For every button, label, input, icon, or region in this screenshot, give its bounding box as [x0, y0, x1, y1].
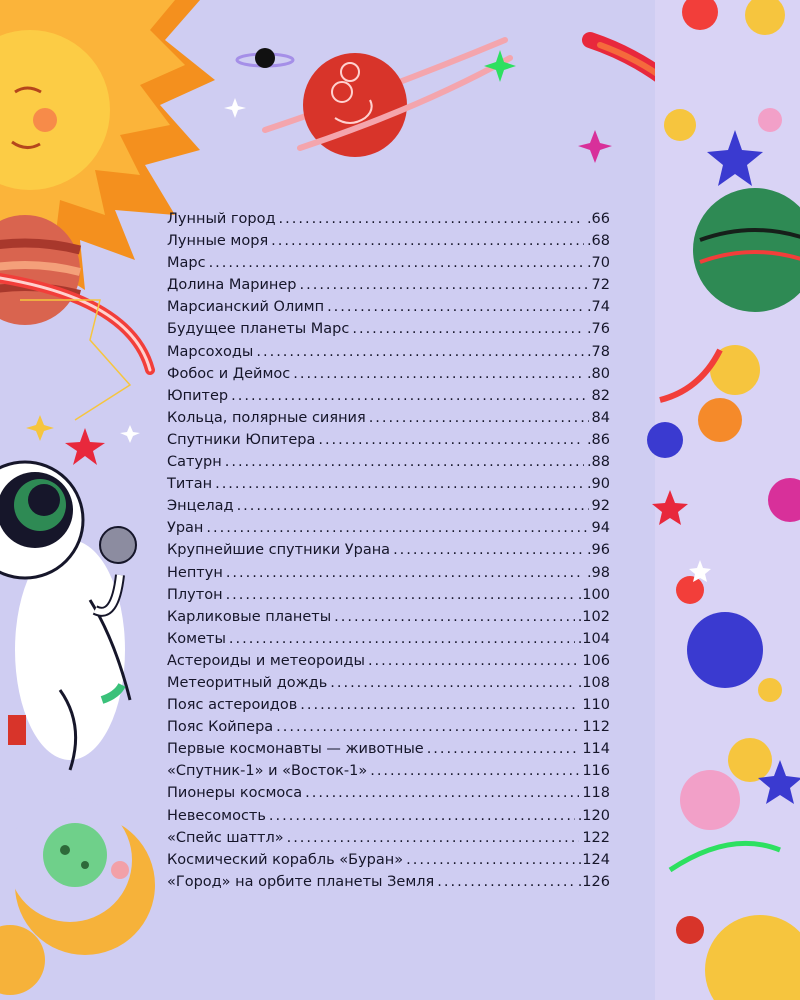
toc-entry — [167, 211, 610, 233]
toc-entry-title: Юпитер — [167, 387, 229, 404]
toc-entry-page: 118 — [582, 785, 610, 802]
mars-planet-icon — [265, 40, 510, 157]
toc-entry-page: .80 — [586, 365, 610, 382]
toc-entry — [167, 388, 610, 410]
toc-entry — [167, 233, 610, 255]
toc-entry — [167, 587, 610, 609]
toc-entry-title: Лунные моря — [167, 233, 269, 250]
toc-entry-title: Марс — [167, 255, 206, 272]
toc-entry — [167, 542, 610, 564]
toc-entry-page: .68 — [586, 233, 610, 250]
toc-entry-page: 82 — [591, 387, 610, 404]
table-of-contents — [167, 211, 610, 896]
toc-entry-title: Крупнейшие спутники Урана — [167, 542, 391, 559]
star-icon — [224, 50, 612, 163]
toc-leader-dots — [406, 852, 575, 868]
toc-entry-title: Спутники Юпитера — [167, 431, 316, 448]
toc-leader-dots — [269, 808, 575, 824]
toc-entry-title: «Город» на орбите планеты Земля — [167, 873, 435, 890]
toc-leader-dots — [305, 785, 579, 801]
toc-entry-page: .78 — [586, 343, 610, 360]
toc-leader-dots — [370, 763, 579, 779]
toc-entry-page: 94 — [591, 520, 610, 537]
toc-entry — [167, 299, 610, 321]
toc-entry-page: 84 — [591, 409, 610, 426]
toc-entry-page: .88 — [586, 454, 610, 471]
toc-entry-title: Пионеры космоса — [167, 785, 303, 802]
toc-leader-dots — [271, 233, 584, 249]
toc-entry-page: .70 — [586, 255, 610, 272]
toc-leader-dots — [229, 631, 575, 647]
toc-entry-page: 106 — [582, 652, 610, 669]
toc-entry-page: 114 — [582, 741, 610, 758]
toc-entry-title: «Спейс шаттл» — [167, 829, 284, 846]
toc-entry — [167, 830, 610, 852]
toc-leader-dots — [437, 874, 574, 890]
toc-entry — [167, 432, 610, 454]
toc-leader-dots — [368, 653, 579, 669]
toc-entry-title: Сатурн — [167, 454, 222, 471]
toc-entry — [167, 763, 610, 785]
toc-entry-title: Марсоходы — [167, 343, 254, 360]
toc-entry — [167, 808, 610, 830]
toc-leader-dots — [287, 830, 580, 846]
toc-entry-title: Невесомость — [167, 807, 266, 824]
toc-entry-page: .126 — [577, 873, 610, 890]
toc-entry — [167, 277, 610, 299]
toc-entry-page: .124 — [577, 851, 610, 868]
toc-entry — [167, 498, 610, 520]
toc-entry-page: 92 — [591, 498, 610, 515]
toc-entry-title: Уран — [167, 520, 204, 537]
toc-entry-page: .98 — [586, 564, 610, 581]
toc-entry-page: .86 — [586, 431, 610, 448]
toc-entry-page: .96 — [586, 542, 610, 559]
toc-entry-page: .104 — [577, 630, 610, 647]
toc-entry-page: .76 — [586, 321, 610, 338]
toc-entry — [167, 719, 610, 741]
toc-entry — [167, 410, 610, 432]
toc-leader-dots — [279, 211, 584, 227]
toc-entry-page: 122 — [582, 829, 610, 846]
toc-leader-dots — [226, 587, 575, 603]
toc-entry-title: Кометы — [167, 630, 226, 647]
toc-leader-dots — [206, 520, 588, 536]
astronaut-icon — [0, 462, 136, 770]
toc-entry-title: Карликовые планеты — [167, 608, 332, 625]
toc-entry-page: .108 — [577, 674, 610, 691]
toc-entry-title: Долина Маринер — [167, 277, 297, 294]
toc-entry-page: .66 — [586, 211, 610, 227]
toc-entry-title: «Спутник-1» и «Восток-1» — [167, 763, 368, 780]
toc-entry — [167, 697, 610, 719]
toc-entry-title: Метеоритный дождь — [167, 674, 328, 691]
toc-entry-title: Первые космонавты — животные — [167, 741, 424, 758]
toc-entry-title: Пояс Койпера — [167, 719, 274, 736]
toc-entry-title: Астероиды и метеороиды — [167, 652, 365, 669]
toc-leader-dots — [225, 454, 584, 470]
toc-leader-dots — [330, 675, 574, 691]
toc-entry-title: Пояс астероидов — [167, 697, 298, 714]
toc-leader-dots — [334, 609, 575, 625]
toc-leader-dots — [215, 476, 584, 492]
toc-leader-dots — [237, 498, 589, 514]
toc-leader-dots — [276, 719, 579, 735]
toc-entry-title: Будущее планеты Марс — [167, 321, 350, 338]
toc-entry-title: Марсианский Олимп — [167, 299, 325, 316]
toc-entry — [167, 454, 610, 476]
toc-leader-dots — [327, 299, 584, 315]
toc-leader-dots — [300, 697, 579, 713]
toc-entry — [167, 366, 610, 388]
toc-leader-dots — [231, 388, 588, 404]
toc-leader-dots — [256, 344, 584, 360]
toc-entry-title: Нептун — [167, 564, 223, 581]
toc-entry-title: Энцелад — [167, 498, 234, 515]
toc-entry-title: Лунный город — [167, 211, 276, 227]
toc-leader-dots — [318, 432, 584, 448]
toc-entry — [167, 852, 610, 874]
toc-leader-dots — [369, 410, 589, 426]
toc-entry — [167, 520, 610, 542]
toc-leader-dots — [393, 542, 584, 558]
toc-entry — [167, 255, 610, 277]
toc-entry-page: .120 — [577, 807, 610, 824]
toc-entry-page: .100 — [577, 586, 610, 603]
toc-entry — [167, 741, 610, 763]
toc-entry — [167, 321, 610, 343]
toc-leader-dots — [226, 565, 584, 581]
toc-entry — [167, 653, 610, 675]
crescent-moon-icon — [0, 798, 155, 995]
toc-entry-title: Титан — [167, 476, 213, 493]
toc-leader-dots — [300, 277, 589, 293]
toc-entry — [167, 609, 610, 631]
toc-entry — [167, 785, 610, 807]
toc-entry-page: 116 — [582, 763, 610, 780]
toc-entry — [167, 675, 610, 697]
toc-entry-page: .74 — [586, 299, 610, 316]
toc-entry-title: Космический корабль «Буран» — [167, 851, 404, 868]
toc-entry — [167, 631, 610, 653]
toc-entry — [167, 344, 610, 366]
star-icon — [26, 415, 140, 465]
toc-entry-page: .102 — [577, 608, 610, 625]
toc-leader-dots — [293, 366, 584, 382]
toc-entry-page: 72 — [591, 277, 610, 294]
toc-entry — [167, 565, 610, 587]
toc-entry-title: Плутон — [167, 586, 223, 603]
toc-entry-page: 110 — [582, 697, 610, 714]
toc-entry — [167, 874, 610, 896]
toc-entry-page: 112 — [582, 719, 610, 736]
toc-entry-title: Фобос и Деймос — [167, 365, 291, 382]
toc-entry-title: Кольца, полярные сияния — [167, 409, 366, 426]
toc-entry-page: .90 — [586, 476, 610, 493]
toc-entry — [167, 476, 610, 498]
toc-leader-dots — [352, 321, 584, 337]
toc-leader-dots — [209, 255, 584, 271]
black-hole-icon — [237, 48, 293, 68]
toc-leader-dots — [427, 741, 580, 757]
